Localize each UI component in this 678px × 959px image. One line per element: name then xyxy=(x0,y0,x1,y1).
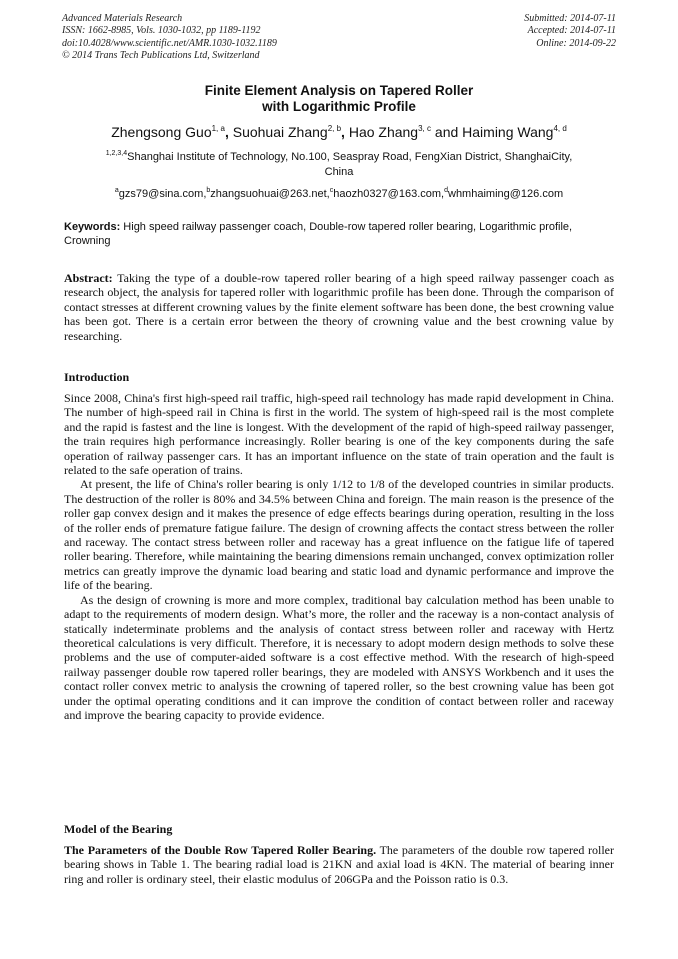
author-sup: 2, b xyxy=(327,124,342,133)
model-body xyxy=(64,843,614,886)
email-sup: b xyxy=(206,187,211,194)
paragraph: Since 2008, China's first high-speed rail traffic, high-speed rail technology has made rapid development in China. The number of high-speed rail in China is first in the world. The system of high-speed rail is the most complete and the rapid is fastest and the line is longest. With the development of the rapid of high-speed railway passenger, the train requires high performance increasingly. Roller bearing is one of the key components during the safe operation of railway passenger cars. It has an important influence on the state of train operation and the fault is related to the safe operation of trains. xyxy=(64,391,614,478)
email-address[interactable]: whmhaiming@126.com xyxy=(448,188,564,200)
paper-title xyxy=(0,83,678,115)
doi-line: doi:10.4028/www.scientific.net/AMR.1030-1032.1189 xyxy=(62,37,277,49)
abstract xyxy=(64,271,614,343)
online-date: Online: 2014-09-22 xyxy=(536,37,616,49)
model-heading: Model of the Bearing xyxy=(64,822,173,836)
affiliation-text: Shanghai Institute of Technology, No.100, Seaspray Road, FengXian District, ShanghaiCity, China xyxy=(127,151,573,178)
author-sup: 1, a xyxy=(211,124,225,133)
author-sep: , xyxy=(224,124,233,140)
author-name: Haiming Wang xyxy=(462,124,554,140)
author-name: Hao Zhang xyxy=(348,124,419,140)
journal-header-left xyxy=(62,13,277,62)
email-sup: c xyxy=(329,187,334,194)
model-subheading: The Parameters of the Double Row Tapered Roller Bearing. xyxy=(64,843,377,857)
author-sep: and xyxy=(431,124,459,140)
author-sep: , xyxy=(341,124,349,140)
author-name: Zhengsong Guo xyxy=(111,124,212,140)
author-name: Suohuai Zhang xyxy=(232,124,328,140)
title-line-1: Finite Element Analysis on Tapered Roller xyxy=(204,83,474,98)
author-list xyxy=(0,124,678,141)
introduction-body xyxy=(64,391,614,722)
issn-line: ISSN: 1662-8985, Vols. 1030-1032, pp 1189-1192 xyxy=(62,25,261,37)
email-list xyxy=(0,187,678,201)
author-sup: 4, d xyxy=(553,124,567,133)
keywords-text: High speed railway passenger coach, Double-row tapered roller bearing, Logarithmic profile, Crowning xyxy=(64,221,573,247)
email-address[interactable]: haozh0327@163.com, xyxy=(333,188,445,200)
author-sup: 3, c xyxy=(418,124,432,133)
email-address[interactable]: zhangsuohuai@263.net, xyxy=(210,188,330,200)
accepted-date: Accepted: 2014-07-11 xyxy=(527,25,616,37)
paragraph: At present, the life of China's roller bearing is only 1/12 to 1/8 of the developed countries in similar products. The destruction of the roller is 80% and 34.5% between China and foreign. The main reason is the presence of the roller gap convex design and it makes the presence of edge effects bearings during operation, resulting in the loss of the roller ends of premature fatigue failure. The design of crowning affects the contact stress between the roller and raceway. The contact stress between roller and raceway has a great influence on the fatigue life of tapered roller bearing. Therefore, while maintaining the bearing dimensions remain unchanged, convex optimization roller metrics can greatly improve the dynamic load bearing and static load and dynamic performance and improve the life of the bearing. xyxy=(64,477,614,593)
title-line-2: with Logarithmic Profile xyxy=(262,99,416,114)
email-sup: d xyxy=(444,187,448,194)
abstract-label: Abstract: xyxy=(64,271,113,285)
copyright-line: © 2014 Trans Tech Publications Ltd, Switzerland xyxy=(62,49,260,61)
abstract-text: Taking the type of a double-row tapered roller bearing of a high speed railway passenger coach as research object, the analysis for tapered roller with logarithmic profile has been done. Through the comparison of contact stresses at different crowning values by the finite element software has been done, the best crowning value has been got. There is a certain error between the theory of crowning value and the best crowning value by researching. xyxy=(64,271,614,343)
affiliation-sup: 1,2,3,4 xyxy=(105,150,128,157)
submitted-date: Submitted: 2014-07-11 xyxy=(524,13,616,24)
email-sup: a xyxy=(114,187,119,194)
keywords-label: Keywords: xyxy=(64,221,121,233)
journal-header-right xyxy=(524,13,616,50)
paragraph: As the design of crowning is more and more complex, traditional bay calculation method has been unable to adapt to the requirements of modern design. What’s more, the roller and the raceway is a non-contact analysis of statically indeterminate problems and the analysis of contact stress between roller and raceway with Hertz theoretical calculations is very difficult. Therefore, it is necessary to adopt modern design methods to solve these problems and the use of computer-aided software is a cost effective method. With the research of high-speed railway passenger double row tapered roller bearings, they are modeled with ANSYS Workbench and it uses the contact roller convex metric to analysis the crowning of tapered roller, so the best crowning value has been got under the optimal operating conditions and it can improve the condition of contact between roller and raceway and improve the bearing capacity to provide evidence. xyxy=(64,592,614,722)
affiliation xyxy=(90,150,588,180)
introduction-heading: Introduction xyxy=(64,370,130,384)
email-address[interactable]: gzs79@sina.com, xyxy=(118,188,207,200)
journal-name: Advanced Materials Research xyxy=(62,13,183,24)
keywords xyxy=(64,220,614,248)
model-text: The parameters of the double row tapered roller bearing shows in Table 1. The bearing radial load is 21KN and axial load is 4KN. The material of bearing inner ring and roller is ordinary steel, their elastic modulus of 206GPa and the Poisson ratio is 0.3. xyxy=(64,843,614,886)
